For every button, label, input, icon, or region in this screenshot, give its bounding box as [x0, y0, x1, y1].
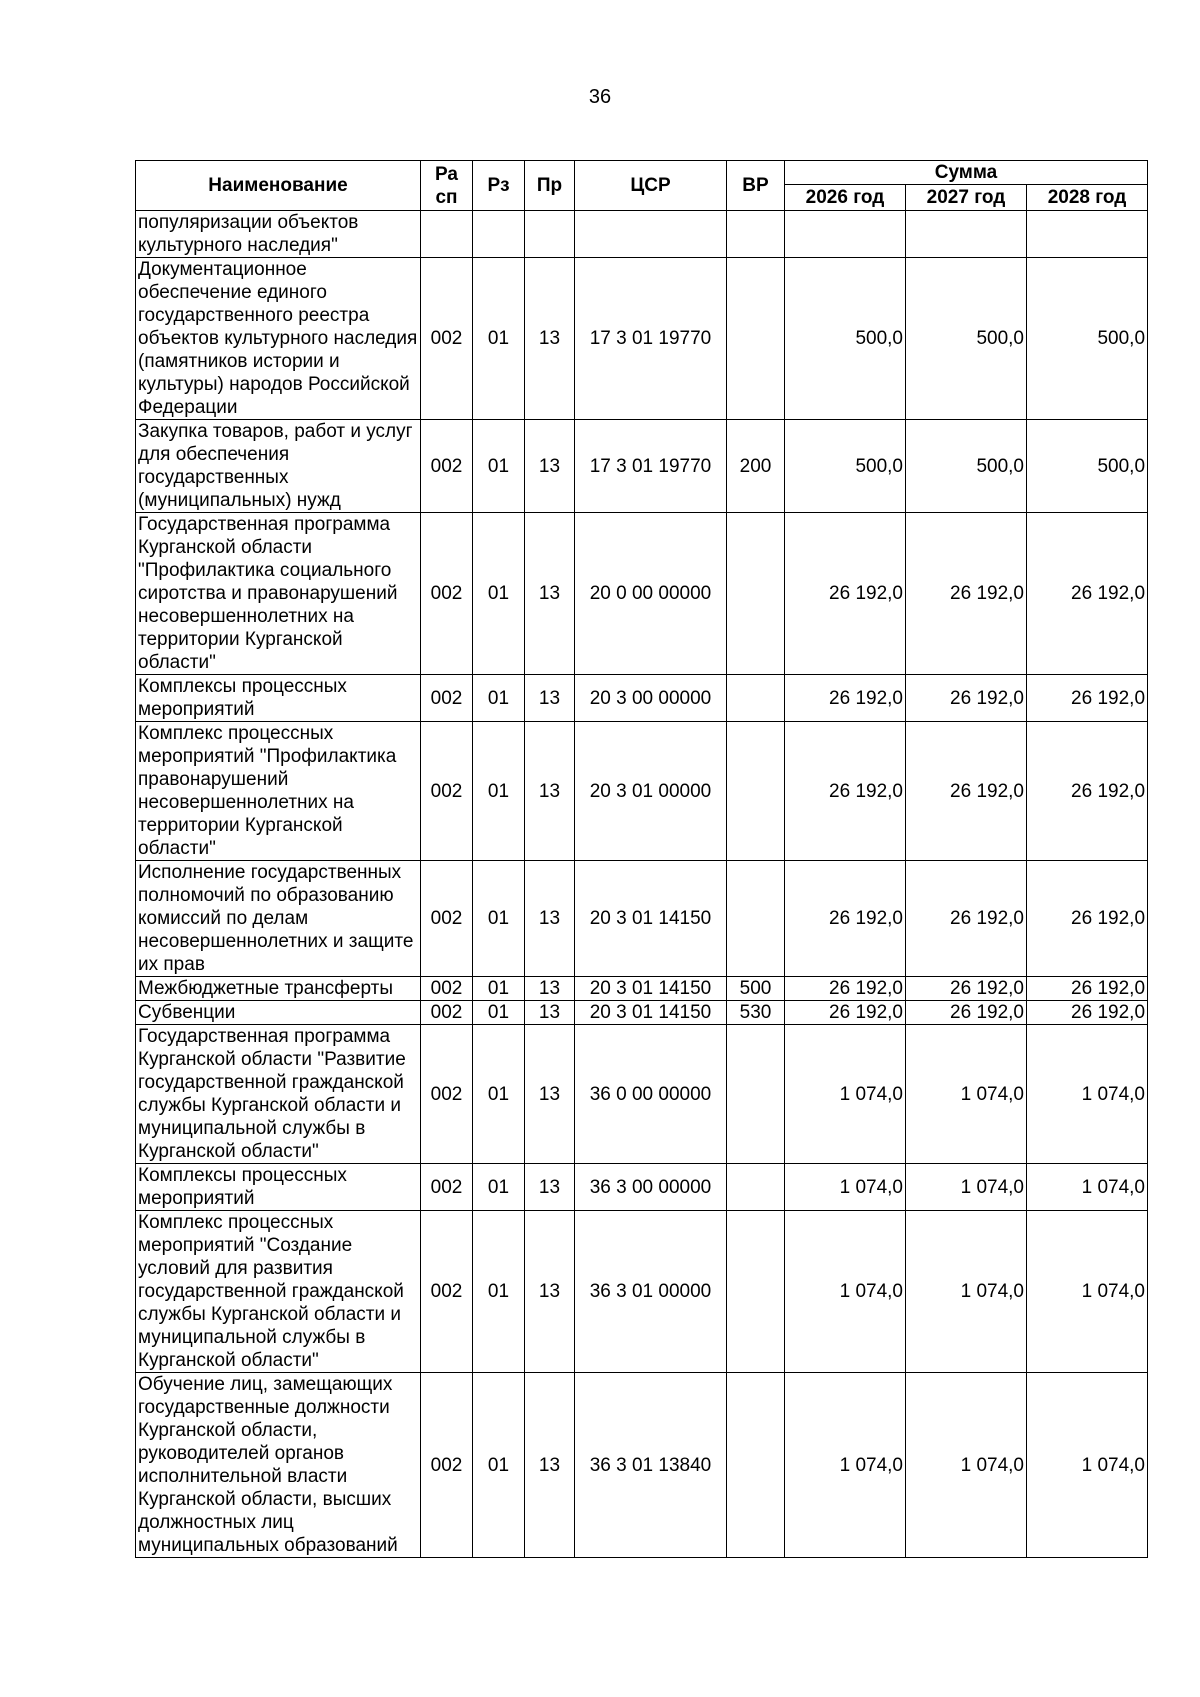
- cell-name: Субвенции: [136, 1001, 421, 1025]
- cell-2027: 500,0: [906, 258, 1027, 420]
- table-row: [136, 861, 1148, 977]
- table-row: [136, 722, 1148, 861]
- cell-pr: 13: [525, 1001, 575, 1025]
- header-rasp-line1: Ра: [435, 163, 458, 185]
- header-year-2027: 2027 год: [906, 185, 1027, 211]
- table-row: [136, 977, 1148, 1001]
- header-csr: ЦСР: [575, 161, 727, 211]
- cell-2028: 26 192,0: [1027, 675, 1148, 722]
- cell-2027: 26 192,0: [906, 513, 1027, 675]
- cell-vr: [727, 675, 785, 722]
- cell-2027: 1 074,0: [906, 1164, 1027, 1211]
- table-row: [136, 420, 1148, 513]
- header-sum: Сумма: [785, 161, 1148, 185]
- cell-csr: 20 3 01 14150: [575, 1001, 727, 1025]
- table-row: [136, 675, 1148, 722]
- table-row: [136, 1025, 1148, 1164]
- cell-rasp: 002: [421, 1211, 473, 1373]
- cell-2028: 26 192,0: [1027, 513, 1148, 675]
- cell-name: Обучение лиц, замещающих государственные должности Курганской области, руководителей органов исполнительной власти Курганской области, высших должностных лиц муниципальных образований: [136, 1373, 421, 1558]
- cell-csr: 20 3 01 00000: [575, 722, 727, 861]
- cell-rasp: 002: [421, 513, 473, 675]
- header-rasp: [421, 161, 473, 211]
- cell-csr: [575, 211, 727, 258]
- cell-rz: 01: [473, 675, 525, 722]
- cell-csr: 17 3 01 19770: [575, 420, 727, 513]
- header-name: Наименование: [136, 161, 421, 211]
- cell-rasp: 002: [421, 675, 473, 722]
- cell-csr: 36 3 01 00000: [575, 1211, 727, 1373]
- cell-vr: 530: [727, 1001, 785, 1025]
- cell-name: Комплекс процессных мероприятий "Профилактика правонарушений несовершеннолетних на территории Курганской области": [136, 722, 421, 861]
- cell-2028: 26 192,0: [1027, 1001, 1148, 1025]
- cell-rz: 01: [473, 977, 525, 1001]
- cell-rz: 01: [473, 513, 525, 675]
- cell-2027: 26 192,0: [906, 675, 1027, 722]
- cell-2028: 1 074,0: [1027, 1164, 1148, 1211]
- cell-vr: 500: [727, 977, 785, 1001]
- cell-vr: [727, 1025, 785, 1164]
- table-row: [136, 1211, 1148, 1373]
- cell-2027: 500,0: [906, 420, 1027, 513]
- cell-rasp: 002: [421, 420, 473, 513]
- table-row: [136, 1164, 1148, 1211]
- cell-rasp: 002: [421, 258, 473, 420]
- cell-pr: 13: [525, 420, 575, 513]
- cell-rasp: 002: [421, 722, 473, 861]
- cell-vr: [727, 722, 785, 861]
- cell-rz: 01: [473, 722, 525, 861]
- cell-2026: 1 074,0: [785, 1211, 906, 1373]
- cell-name: Комплексы процессных мероприятий: [136, 675, 421, 722]
- cell-pr: 13: [525, 675, 575, 722]
- cell-vr: [727, 1373, 785, 1558]
- cell-rz: 01: [473, 1164, 525, 1211]
- cell-2027: 26 192,0: [906, 861, 1027, 977]
- cell-vr: [727, 1211, 785, 1373]
- cell-2026: 1 074,0: [785, 1164, 906, 1211]
- cell-2027: 1 074,0: [906, 1211, 1027, 1373]
- cell-2028: 1 074,0: [1027, 1373, 1148, 1558]
- cell-rz: [473, 211, 525, 258]
- table-body: [136, 211, 1148, 1558]
- page-number: 36: [588, 86, 612, 108]
- cell-name: Комплекс процессных мероприятий "Создание условий для развития государственной гражданской службы Курганской области и муниципальной службы в Курганской области": [136, 1211, 421, 1373]
- cell-rz: 01: [473, 1001, 525, 1025]
- cell-2026: [785, 211, 906, 258]
- table-row: [136, 211, 1148, 258]
- cell-2026: 500,0: [785, 420, 906, 513]
- cell-2028: 500,0: [1027, 258, 1148, 420]
- cell-2026: 26 192,0: [785, 675, 906, 722]
- cell-2028: 1 074,0: [1027, 1211, 1148, 1373]
- cell-pr: 13: [525, 1164, 575, 1211]
- cell-name: Закупка товаров, работ и услуг для обеспечения государственных (муниципальных) нужд: [136, 420, 421, 513]
- cell-rasp: 002: [421, 1164, 473, 1211]
- cell-2026: 500,0: [785, 258, 906, 420]
- cell-rz: 01: [473, 861, 525, 977]
- cell-2026: 1 074,0: [785, 1373, 906, 1558]
- cell-csr: 20 3 01 14150: [575, 977, 727, 1001]
- cell-pr: 13: [525, 258, 575, 420]
- cell-rz: 01: [473, 1025, 525, 1164]
- cell-vr: [727, 861, 785, 977]
- cell-rasp: 002: [421, 1373, 473, 1558]
- header-year-2028: 2028 год: [1027, 185, 1148, 211]
- cell-name: Комплексы процессных мероприятий: [136, 1164, 421, 1211]
- cell-pr: 13: [525, 1373, 575, 1558]
- cell-pr: 13: [525, 1025, 575, 1164]
- header-vr: ВР: [727, 161, 785, 211]
- cell-pr: 13: [525, 513, 575, 675]
- cell-2027: 1 074,0: [906, 1025, 1027, 1164]
- cell-rasp: 002: [421, 861, 473, 977]
- cell-csr: 36 3 00 00000: [575, 1164, 727, 1211]
- cell-pr: 13: [525, 1211, 575, 1373]
- cell-rz: 01: [473, 1211, 525, 1373]
- table-row: [136, 258, 1148, 420]
- cell-2028: 26 192,0: [1027, 977, 1148, 1001]
- cell-2027: 1 074,0: [906, 1373, 1027, 1558]
- cell-2027: 26 192,0: [906, 1001, 1027, 1025]
- cell-csr: 36 0 00 00000: [575, 1025, 727, 1164]
- cell-vr: 200: [727, 420, 785, 513]
- cell-2026: 26 192,0: [785, 1001, 906, 1025]
- budget-table: [135, 160, 1148, 1558]
- cell-rasp: 002: [421, 1025, 473, 1164]
- header-rz: Рз: [473, 161, 525, 211]
- cell-2026: 26 192,0: [785, 513, 906, 675]
- cell-2028: 26 192,0: [1027, 861, 1148, 977]
- cell-2026: 26 192,0: [785, 722, 906, 861]
- cell-rz: 01: [473, 420, 525, 513]
- cell-2028: 1 074,0: [1027, 1025, 1148, 1164]
- cell-name: Государственная программа Курганской области "Профилактика социального сиротства и правонарушений несовершеннолетних на территории Курганской области": [136, 513, 421, 675]
- cell-2028: 500,0: [1027, 420, 1148, 513]
- table-row: [136, 1001, 1148, 1025]
- cell-name: Исполнение государственных полномочий по образованию комиссий по делам несовершеннолетних и защите их прав: [136, 861, 421, 977]
- cell-name: Документационное обеспечение единого государственного реестра объектов культурного наследия (памятников истории и культуры) народов Российской Федерации: [136, 258, 421, 420]
- cell-csr: 20 3 01 14150: [575, 861, 727, 977]
- cell-2026: 26 192,0: [785, 977, 906, 1001]
- cell-csr: 20 3 00 00000: [575, 675, 727, 722]
- cell-name: Межбюджетные трансферты: [136, 977, 421, 1001]
- cell-pr: 13: [525, 722, 575, 861]
- header-pr: Пр: [525, 161, 575, 211]
- cell-pr: [525, 211, 575, 258]
- header-year-2026: 2026 год: [785, 185, 906, 211]
- cell-vr: [727, 1164, 785, 1211]
- cell-rasp: 002: [421, 977, 473, 1001]
- cell-vr: [727, 513, 785, 675]
- cell-vr: [727, 258, 785, 420]
- cell-csr: 36 3 01 13840: [575, 1373, 727, 1558]
- header-rasp-line2: сп: [435, 186, 458, 208]
- cell-vr: [727, 211, 785, 258]
- cell-2027: [906, 211, 1027, 258]
- cell-2027: 26 192,0: [906, 977, 1027, 1001]
- table-row: [136, 1373, 1148, 1558]
- cell-pr: 13: [525, 977, 575, 1001]
- table-row: [136, 513, 1148, 675]
- cell-csr: 17 3 01 19770: [575, 258, 727, 420]
- cell-rz: 01: [473, 258, 525, 420]
- table-header: [136, 161, 1148, 211]
- cell-csr: 20 0 00 00000: [575, 513, 727, 675]
- cell-2026: 26 192,0: [785, 861, 906, 977]
- cell-2028: [1027, 211, 1148, 258]
- cell-rasp: 002: [421, 1001, 473, 1025]
- cell-rz: 01: [473, 1373, 525, 1558]
- cell-pr: 13: [525, 861, 575, 977]
- cell-2026: 1 074,0: [785, 1025, 906, 1164]
- cell-2028: 26 192,0: [1027, 722, 1148, 861]
- cell-name: Государственная программа Курганской области "Развитие государственной гражданской службы Курганской области и муниципальной службы в Курганской области": [136, 1025, 421, 1164]
- cell-rasp: [421, 211, 473, 258]
- cell-name: популяризации объектов культурного наследия": [136, 211, 421, 258]
- cell-2027: 26 192,0: [906, 722, 1027, 861]
